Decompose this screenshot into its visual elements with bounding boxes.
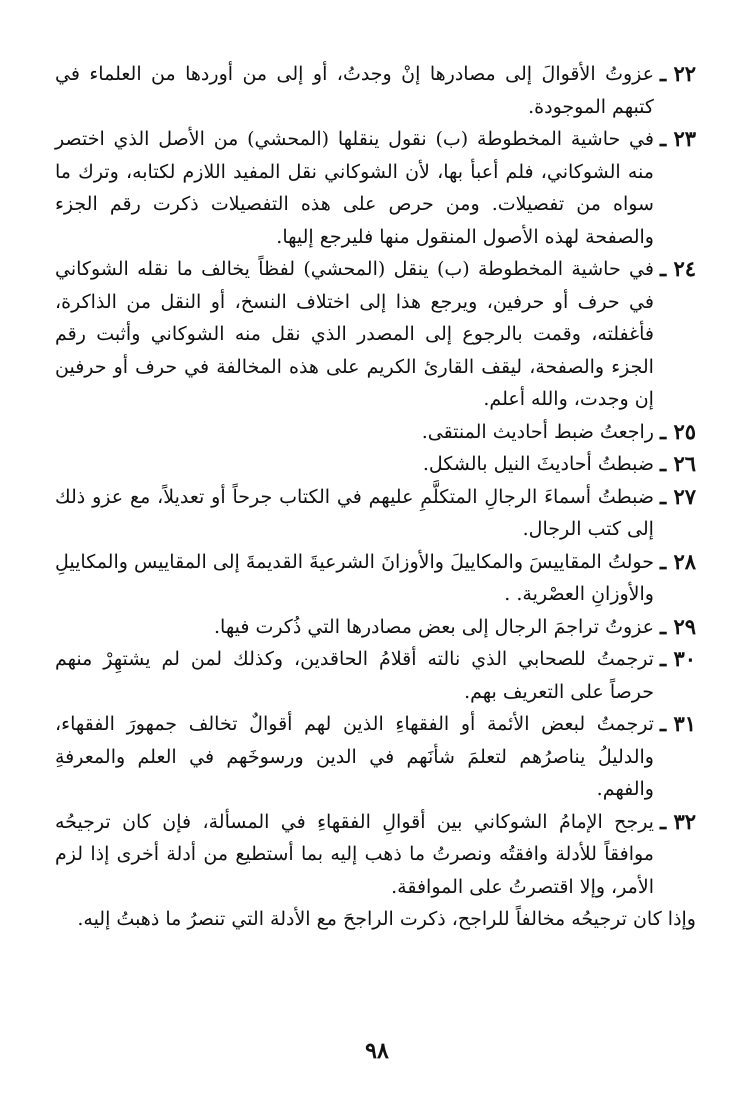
item-number: ٣١ ـ: [659, 711, 696, 736]
page-number: ٩٨: [365, 1038, 389, 1064]
item-text: ضبطتُ أحاديثَ النيل بالشكل.: [422, 453, 654, 475]
item-number: ٢٣ ـ: [659, 126, 696, 151]
item-number: ٢٧ ـ: [659, 483, 696, 509]
item-number: ٢٦ ـ: [659, 451, 696, 476]
item-number: ٢٥ ـ: [659, 418, 696, 444]
item-text: في حاشية المخطوطة (ب) ينقل (المحشي) لفظاً يخالف ما نقله الشوكاني في حرف أو حرفين، ويرجع هذا إلى اختلاف النسخ، أو النقل من الذاكرة، فأغفلته، وقمت بالرجوع إلى المصدر الذي نقل منه الشوكاني وأثبت رقم الجزء والصفحة، ليقف القارئ الكريم على هذه المخالفة في حرف أو حرفين إن وجدت، والله أعلم.: [55, 258, 654, 410]
item-number: ٢٢ ـ: [659, 61, 696, 86]
item-text: ضبطتُ أسماءَ الرجالِ المتكلَّمِ عليهم في الكتاب جرحاً أو تعديلاً، مع عزو ذلك إلى كتب الرجال.: [55, 485, 654, 540]
list-item: [55, 416, 696, 449]
item-text: عزوتُ الأقوالَ إلى مصادرها إنْ وجدتُ، أو إلى من أوردها من العلماء في كتبهم الموجودة.: [55, 63, 654, 118]
list-item: [55, 58, 696, 123]
item-text: ترجمتُ لبعض الأئمة أو الفقهاءِ الذين لهم أقوالٌ تخالف جمهورَ الفقهاء، والدليلُ يناصرُهم لتعلمَ شأنَهم في الدين ورسوخَهم في العلم والمعرفةِ والفهم.: [55, 713, 654, 800]
list-item: [55, 481, 696, 546]
item-text: راجعتُ ضبط أحاديث المنتقى.: [421, 420, 654, 443]
list-item: [55, 806, 696, 904]
list-item: [55, 611, 696, 644]
item-number: ٢٤ ـ: [659, 256, 696, 281]
item-number: ٣٢ ـ: [659, 808, 696, 834]
item-text: يرجح الإمامُ الشوكاني بين أقوالِ الفقهاءِ في المسألة، فإن كان ترجيحُه موافقاً للأدلة وافقتُه ونصرتُ ما ذهب إليه بما أستطيع من أدلة أخرى إذا لزم الأمر، وإلا اقتصرتُ على الموافقة.: [55, 810, 654, 898]
closing-paragraph: وإذا كان ترجيحُه مخالفاً للراجح، ذكرت الراجحَ مع الأدلة التي تنصرُ ما ذهبتُ إليه.: [77, 908, 696, 930]
item-text: عزوتُ تراجمَ الرجال إلى بعض مصادرها التي ذُكرت فيها.: [214, 615, 654, 638]
item-number: ٢٩ ـ: [659, 613, 696, 639]
item-text: ترجمتُ للصحابي الذي نالته أقلامُ الحاقدين، وكذلك لمن لم يشتهِرْ منهم حرصاً على التعريف بهم.: [55, 648, 654, 703]
list-item: [55, 643, 696, 708]
item-text: حولتُ المقاييسَ والمكاييلَ والأوزانَ الشرعيةَ القديمةَ إلى المقاييس والمكاييلِ والأوزانِ العصْرية. .: [55, 550, 654, 605]
item-text: في حاشية المخطوطة (ب) نقول ينقلها (المحشي) من الأصل الذي اختصر منه الشوكاني، فلم أعبأ بها، لأن الشوكاني نقل المفيد اللازم لكتابه، وترك ما سواه من تفصيلات. ومن حرص على هذه التفصيلات ذكرت رقم الجزء والصفحة لهذه الأصول المنقول منها فليرجع إليها.: [55, 128, 654, 248]
list-item: [55, 448, 696, 481]
list-item: [55, 123, 696, 253]
list-item: [55, 546, 696, 611]
list-item: [55, 253, 696, 416]
item-number: ٢٨ ـ: [659, 548, 696, 574]
item-number: ٣٠ ـ: [659, 646, 696, 671]
list-item: [55, 708, 696, 806]
page-body: [55, 58, 696, 936]
